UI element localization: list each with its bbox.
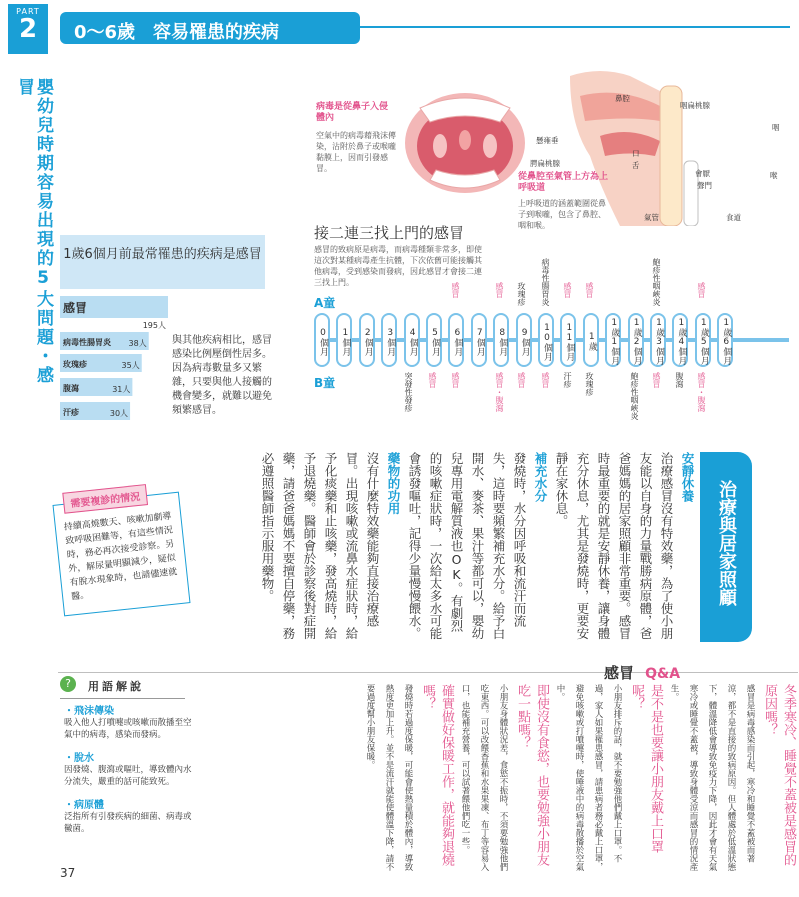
b-event: 皰疹性咽峽炎: [630, 372, 639, 420]
label-larynx: 喉: [770, 171, 778, 180]
revisit-note-title: 需要複診的情況: [62, 484, 148, 514]
diagram-right-caption: 上呼吸道的涵蓋範圍從鼻子到喉嚨，包含了鼻腔、咽和喉。: [518, 199, 606, 230]
treatment-title: 治療與居家照顧: [716, 480, 737, 606]
b-event: 玫瑰疹: [585, 372, 594, 396]
b-event: 腹瀉: [675, 372, 684, 388]
side-title: 嬰幼兒時期容易出現的5大問題・感冒: [14, 78, 53, 385]
glossary-title: 用語解說: [88, 680, 144, 693]
timeline-cell: 8個月: [493, 313, 509, 367]
bar-category-label: 病毒性腸胃炎: [63, 338, 111, 347]
revisit-note-box: [52, 492, 190, 617]
timeline-cell: 11個月: [560, 313, 576, 367]
timeline-cell: 10個月: [538, 313, 554, 367]
glossary-icon: ?: [60, 676, 76, 692]
qa-tag: Q&A: [645, 666, 681, 682]
qa-heading: 感冒: [604, 664, 635, 682]
answer-2: 小朋友排斥的話，就不要勉強他們戴上口罩。不過，家人如果罹患感冒，請患病者務必戴上口罩，避免咳嗽或打噴嚏時，使唾液中的病毒散播於空氣中。: [555, 684, 622, 871]
b-event: 感冒: [428, 372, 437, 388]
timeline-cell: 1歲3個月: [650, 313, 666, 367]
label-tongue: 舌: [632, 161, 640, 170]
bar-category-label: 腹瀉: [63, 384, 79, 393]
glossary-desc: 吸入他人打噴嚏或咳嗽而散播至空氣中的病毒，感染而發病。: [64, 718, 192, 740]
diagram-left-caption: 空氣中的病毒藉飛沫傳染，沾附於鼻子或喉嚨黏膜上，因而引發感冒。: [316, 131, 396, 173]
timeline-cell: 7個月: [471, 313, 487, 367]
question-2: 是不是也要讓小朋友戴上口罩呢？: [629, 684, 663, 853]
treatment-body: [248, 452, 698, 642]
label-palatine-tonsil: 腭扁桃腺: [530, 159, 560, 168]
diagram-pink-title: 病毒是從鼻子入侵體內: [316, 102, 389, 123]
bar-value-label: 195人: [142, 321, 166, 330]
timeline-cell: 1個月: [336, 313, 352, 367]
section-divider: [58, 672, 798, 673]
question-3: 即使沒有食慾，也要勉強小朋友吃一點嗎？: [515, 684, 549, 866]
label-adenoid: 咽扁桃腺: [680, 101, 710, 110]
bar-category-label: 玫瑰疹: [63, 360, 87, 369]
question-1: 冬季寒冷、睡覺不蓋被是感冒的原因嗎？: [762, 684, 796, 866]
b-event: 突發性發疹: [404, 372, 413, 412]
label-esophagus: 食道: [726, 213, 741, 222]
label-glottis: 聲門: [697, 181, 712, 190]
timeline-cell: 1歲4個月: [672, 313, 688, 367]
rest-heading: 安靜休養: [680, 452, 695, 502]
bar-value-label: 31人: [112, 385, 131, 394]
label-epiglottis: 會厭: [695, 169, 710, 178]
chart-note: 與其他疾病相比，感冒感染比例壓倒性居多。因為病毒數量多又繁雜，只要與他人接觸的機會變多，就難以避免頻繁感冒。: [172, 335, 272, 416]
part-badge: [8, 4, 48, 54]
glossary-term: ・病原體: [64, 800, 104, 811]
timeline-cell: 2個月: [359, 313, 375, 367]
a-event: 感冒: [495, 282, 504, 298]
answer-4: 發燒時若過度保暖，可能會使熱量積於體內，導致熱度更加上升。並不是流汗就能使體溫下降，請不要過度幫小朋友保暖。: [365, 684, 413, 871]
timeline-intro: 感冒的致病原是病毒，而病毒種類非常多，即使這次對某種病毒產生抗體，下次依舊可能接觸其他病毒，受到感染而發病，因此感冒才會接二連三找上門。: [314, 245, 482, 287]
timeline-cell: 6個月: [448, 313, 464, 367]
a-event: 玫瑰疹: [517, 282, 526, 306]
diagram-right-pink-title: 從鼻腔至氣管上方為上呼吸道: [518, 172, 609, 193]
bar-category-label: 感冒: [63, 301, 88, 315]
b-event: 感冒・腹瀉: [495, 372, 504, 412]
page-number: 37: [60, 866, 76, 880]
b-event: 感冒: [517, 372, 526, 388]
b-event: 汗疹: [563, 372, 572, 388]
timeline-title: 接二連三找上門的感冒: [314, 224, 465, 242]
question-4: 確實做好保暖工作，就能夠退燒嗎？: [420, 684, 454, 866]
header-rule: [360, 26, 790, 28]
rest-text: 治療感冒沒有特效藥，為了使小朋友能以自身的力量戰勝病原體，爸爸媽媽的居家照顧非常重要。感冒時最重要的就是安靜休養，讓身體充分休息，尤其是發燒時，更要安靜在家休息。: [554, 452, 674, 640]
answer-3: 小朋友身體狀況差，食慾不振時，不須要勉強他們吃東西。可以改餵香蕉和水果果凍、布丁等容易入口，也能補充營養，可以試著餵他們吃一些。: [460, 684, 508, 871]
b-event: 感冒: [541, 372, 550, 388]
water-heading: 補充水分: [533, 452, 548, 502]
b-event: 感冒: [451, 372, 460, 388]
part-number: 2: [18, 14, 38, 44]
water-text: 發燒時，水分因呼吸和流汗而流失，這時要頻繁補充水分。給予白開水、麥茶、果汁等都可以，嬰幼兒專用電解質液也OK。有劇烈的咳嗽症狀時，一次給太多水可能會誘發嘔吐，記得少量慢慢餵水。: [407, 452, 527, 640]
part-label: PART: [16, 7, 40, 16]
chapter-title-pill: [60, 12, 360, 44]
timeline-cell: 3個月: [381, 313, 397, 367]
a-child-label: A童: [314, 296, 336, 310]
glossary-term: ・飛沫傳染: [64, 706, 114, 717]
a-event: 病毒性腸胃炎: [541, 258, 550, 306]
medicine-heading: 藥物的功用: [386, 452, 401, 515]
b-event: 感冒・腹瀉: [697, 372, 706, 412]
glossary-desc: 泛指所有引發疾病的細菌、病毒或黴菌。: [64, 812, 192, 834]
bar-value-label: 38人: [128, 339, 147, 348]
qa-title: [604, 662, 680, 683]
timeline-cell: 0個月: [314, 313, 330, 367]
bar-value-label: 30人: [109, 409, 129, 418]
b-child-label: B童: [314, 376, 336, 390]
timeline-cell: 1歲1個月: [605, 313, 621, 367]
timeline-cell: 4個月: [404, 313, 420, 367]
glossary-term: ・脫水: [64, 753, 94, 764]
label-uvula: 懸雍垂: [536, 136, 559, 145]
timeline-cell: 9個月: [516, 313, 532, 367]
glossary-list: [64, 702, 194, 835]
label-trachea: 氣管: [644, 213, 659, 222]
a-event: 感冒: [563, 282, 572, 298]
a-event: 皰疹性咽峽炎: [652, 258, 661, 306]
glossary-rule: [60, 698, 185, 699]
a-event: 感冒: [697, 282, 706, 298]
bar-value-label: 35人: [121, 361, 140, 370]
revisit-note-text: 持續高燒數天、咳嗽加劇導致呼吸困難等，有這些情況時，務必再次接受診察。另外，解尿量明顯減少，疑似有脫水現象時，也請儘速就醫。: [63, 511, 178, 603]
medicine-text: 沒有什麼特效藥能夠直接治療感冒。出現咳嗽或流鼻水症狀時，給予化痰藥和止咳藥，發高燒時，給予退燒藥。醫師會於診察後對症開藥，請爸爸媽媽不要擅自停藥，務必遵照醫師指示服用藥物。: [260, 452, 380, 640]
b-event: 感冒: [652, 372, 661, 388]
answer-1: 感冒是病毒感染而引起，寒冷和睡覺不蓋被而著涼，都不是直接的致病原因。但人體處於低溫狀態下，體溫降低會導致免疫力下降，因此才會有天氣寒冷或睡覺不蓋被，導致身體受涼而感冒的情況產生。: [669, 684, 755, 871]
timeline-cell: 1歲: [583, 313, 599, 367]
timeline-cell: 1歲2個月: [628, 313, 644, 367]
chart-title: 1歲6個月前最常罹患的疾病是感冒: [63, 247, 262, 262]
label-nasal-cavity: 鼻腔: [615, 94, 630, 103]
timeline-cell: 1歲6個月: [717, 313, 733, 367]
a-event: 感冒: [585, 282, 594, 298]
chart-header: [60, 235, 265, 289]
timeline-cell: 5個月: [426, 313, 442, 367]
chapter-title: 0～6歲 容易罹患的疾病: [74, 22, 280, 43]
qa-body: [250, 684, 798, 874]
mouth-diagram: [400, 88, 530, 198]
a-event: 感冒: [451, 282, 460, 298]
bar-category-label: 汗疹: [63, 408, 79, 417]
timeline-cell: 1歲5個月: [695, 313, 711, 367]
label-pharynx: 咽: [772, 123, 780, 132]
label-mouth: 口: [632, 149, 640, 158]
disease-bar-chart: [60, 292, 170, 422]
glossary-desc: 因發燒、腹瀉或嘔吐，導致體內水分流失，嚴重的話可能致死。: [64, 765, 192, 787]
